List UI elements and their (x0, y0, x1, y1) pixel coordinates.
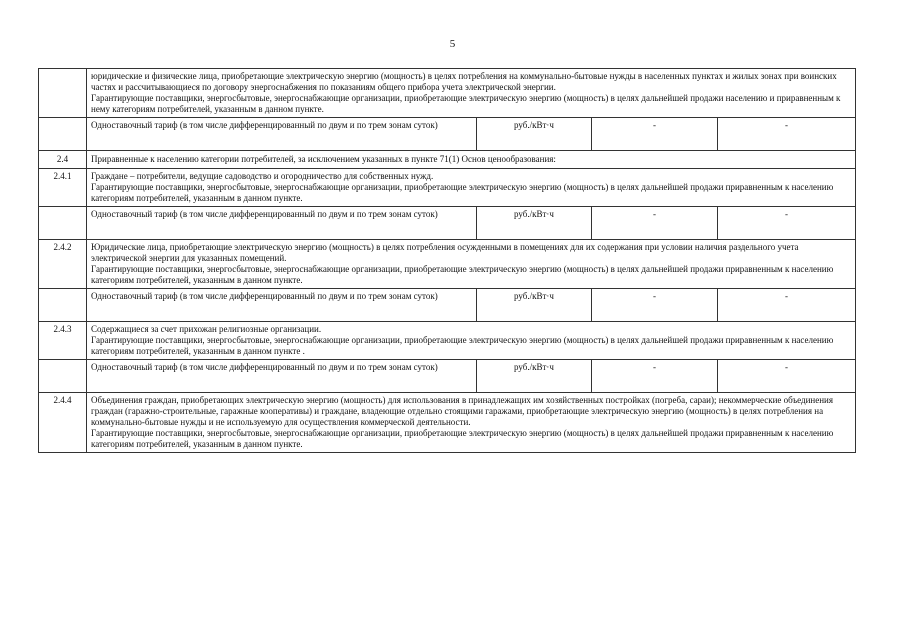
tariff-value-1: - (592, 289, 718, 322)
table-row (39, 322, 856, 360)
row-number: 2.4.4 (39, 393, 87, 453)
page-number: 5 (449, 38, 456, 50)
tariff-unit: руб./кВт·ч (477, 360, 592, 393)
tariff-value-1: - (592, 118, 718, 151)
table-row (39, 169, 856, 207)
description-line: Гарантирующие поставщики, энергосбытовые, энергоснабжающие организации, приобретающие электрическую энергию (мощность) в целях дальнейшей продажи приравненным к населению категориям потребителей, указанным в данном пункте. (91, 182, 834, 203)
description-line: Юридические лица, приобретающие электрическую энергию (мощность) в целях потребления осужденными в помещениях для их содержания при условии наличия раздельного учета электрической энергии для указанных помещений. (91, 242, 799, 263)
tariff-table (38, 68, 856, 453)
description-line: Объединения граждан, приобретающих электрическую энергию (мощность) для использования в принадлежащих им хозяйственных постройках (погреба, сараи); некоммерческие объединения граждан (гаражно-строительные, гаражные кооперативы) и граждане, владеющие отдельно стоящими гаражами, приобретающие электрическую энергию (мощность) в целях потребления на коммунально-бытовые нужды и не используемую для осуществления коммерческой деятельности. (91, 395, 833, 427)
row-description (87, 322, 856, 360)
tariff-unit: руб./кВт·ч (477, 207, 592, 240)
table-row (39, 69, 856, 118)
table-row (39, 393, 856, 453)
row-number: 2.4.2 (39, 240, 87, 289)
table-row (39, 240, 856, 289)
tariff-value-2: - (718, 360, 856, 393)
tariff-value-2: - (718, 118, 856, 151)
tariff-value-1: - (592, 360, 718, 393)
description-line: юридические и физические лица, приобретающие электрическую энергию (мощность) в целях потребления на коммунально-бытовые нужды в населенных пунктах и жилых зонах при воинских частях и рассчитывающиеся по договору энергоснабжения по показаниям общего прибора учета электрической энергии. (91, 71, 837, 92)
description-line: Граждане – потребители, ведущие садоводство и огородничество для собственных нужд. (91, 171, 434, 181)
table-row (39, 207, 856, 240)
tariff-label: Одноставочный тариф (в том числе дифференцированный по двум и по трем зонам суток) (87, 207, 477, 240)
description-line: Гарантирующие поставщики, энергосбытовые, энергоснабжающие организации, приобретающие электрическую энергию (мощность) в целях дальнейшей продажи населению и приравненным к нему категориям потребителей, указанным в данном пункте. (91, 93, 841, 114)
description-line: Гарантирующие поставщики, энергосбытовые, энергоснабжающие организации, приобретающие электрическую энергию (мощность) в целях дальнейшей продажи приравненным к населению категориям потребителей, указанным в данном пункте. (91, 428, 834, 449)
row-number: 2.4 (39, 151, 87, 169)
tariff-label: Одноставочный тариф (в том числе дифференцированный по двум и по трем зонам суток) (87, 289, 477, 322)
row-number (39, 118, 87, 151)
row-number (39, 69, 87, 118)
row-description (87, 240, 856, 289)
tariff-unit: руб./кВт·ч (477, 289, 592, 322)
row-number (39, 289, 87, 322)
row-number (39, 207, 87, 240)
tariff-value-1: - (592, 207, 718, 240)
table-row (39, 289, 856, 322)
row-number: 2.4.1 (39, 169, 87, 207)
tariff-label: Одноставочный тариф (в том числе дифференцированный по двум и по трем зонам суток) (87, 118, 477, 151)
row-description (87, 393, 856, 453)
tariff-label: Одноставочный тариф (в том числе дифференцированный по двум и по трем зонам суток) (87, 360, 477, 393)
row-number (39, 360, 87, 393)
table-row (39, 360, 856, 393)
description-line: Содержащиеся за счет прихожан религиозные организации. (91, 324, 322, 334)
description-line: Гарантирующие поставщики, энергосбытовые, энергоснабжающие организации, приобретающие электрическую энергию (мощность) в целях дальнейшей продажи приравненным к населению категориям потребителей, указанным в данном пункте. (91, 264, 834, 285)
row-description (87, 69, 856, 118)
table-row (39, 151, 856, 169)
row-description: Приравненные к населению категории потребителей, за исключением указанных в пункте 71(1) Основ ценообразования: (87, 151, 856, 169)
tariff-unit: руб./кВт·ч (477, 118, 592, 151)
row-number: 2.4.3 (39, 322, 87, 360)
description-line: Гарантирующие поставщики, энергосбытовые, энергоснабжающие организации, приобретающие электрическую энергию (мощность) в целях дальнейшей продажи приравненным к населению категориям потребителей, указанным в данном пункте . (91, 335, 834, 356)
tariff-value-2: - (718, 207, 856, 240)
tariff-value-2: - (718, 289, 856, 322)
table-row (39, 118, 856, 151)
row-description (87, 169, 856, 207)
